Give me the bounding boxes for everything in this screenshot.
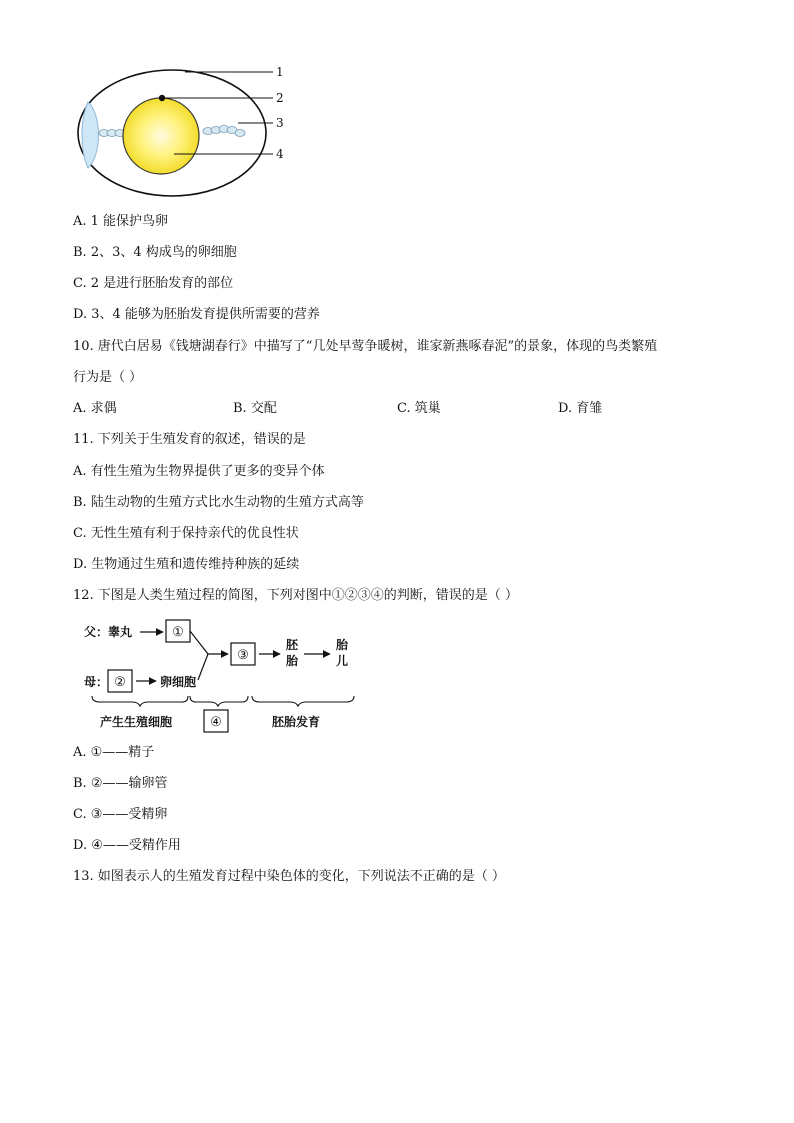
box-4-label: ④ [210,715,222,730]
father-label: 父：睾丸 [84,625,133,639]
box-3-label: ③ [237,648,249,663]
q9-option-b[interactable]: B. 2、3、4 构成鸟的卵细胞 [73,245,237,260]
q11-option-d[interactable]: D. 生物通过生殖和遗传维持种族的延续 [73,557,300,572]
bird-egg-figure [70,60,300,200]
q10-option-a[interactable]: A. 求偶 [73,401,117,416]
q10-option-b[interactable]: B. 交配 [233,401,277,416]
embryo-label-top: 胚 [286,638,299,652]
egg-label-4: 4 [276,147,284,161]
egg-label-3: 3 [276,116,284,130]
q12-stem: 12. 下图是人类生殖过程的简图，下列对图中①②③④的判断，错误的是（ ） [73,588,518,603]
chalaza-left [99,130,125,137]
q11-option-a[interactable]: A. 有性生殖为生物界提供了更多的变异个体 [73,464,325,479]
q12-option-c[interactable]: C. ③——受精卵 [73,807,168,822]
box-1-label: ① [172,625,184,640]
q9-option-c[interactable]: C. 2 是进行胚胎发育的部位 [73,276,234,291]
q9-option-d[interactable]: D. 3、4 能够为胚胎发育提供所需要的营养 [73,307,320,322]
q12-option-b[interactable]: B. ②——输卵管 [73,776,168,791]
q12-option-a[interactable]: A. ①——精子 [73,745,155,760]
q9-option-a[interactable]: A. 1 能保护鸟卵 [73,214,169,229]
embryo-label-bottom: 胎 [286,654,299,668]
egg-label-1: 1 [276,65,284,79]
q10-option-c[interactable]: C. 筑巢 [397,401,441,416]
q10-stem-line1: 10. 唐代白居易《钱塘湖春行》中描写了“几处早莺争暖树，谁家新燕啄春泥”的景象，体现的鸟类繁殖 [73,339,658,354]
q11-option-c[interactable]: C. 无性生殖有利于保持亲代的优良性状 [73,526,299,541]
germinal-disc [159,95,165,101]
mother-label: 母： [84,675,109,689]
stage-produce-gametes: 产生生殖细胞 [100,715,173,729]
egg-label-2: 2 [276,91,284,105]
fetus-label-bottom: 儿 [336,654,349,668]
egg-cell-label: 卵细胞 [160,675,197,689]
q13-stem: 13. 如图表示人的生殖发育过程中染色体的变化，下列说法不正确的是（ ） [73,869,505,884]
q12-option-d[interactable]: D. ④——受精作用 [73,838,181,853]
q10-stem-line2: 行为是（ ） [73,370,143,385]
reproduction-flow-diagram [70,614,370,738]
fetus-label-top: 胎 [336,638,349,652]
box-2-label: ② [114,675,126,690]
q10-option-d[interactable]: D. 育雏 [558,401,603,416]
q11-stem: 11. 下列关于生殖发育的叙述，错误的是 [73,432,306,447]
stage-embryo-development: 胚胎发育 [272,715,321,729]
yolk [123,98,199,174]
q11-option-b[interactable]: B. 陆生动物的生殖方式比水生动物的生殖方式高等 [73,495,364,510]
